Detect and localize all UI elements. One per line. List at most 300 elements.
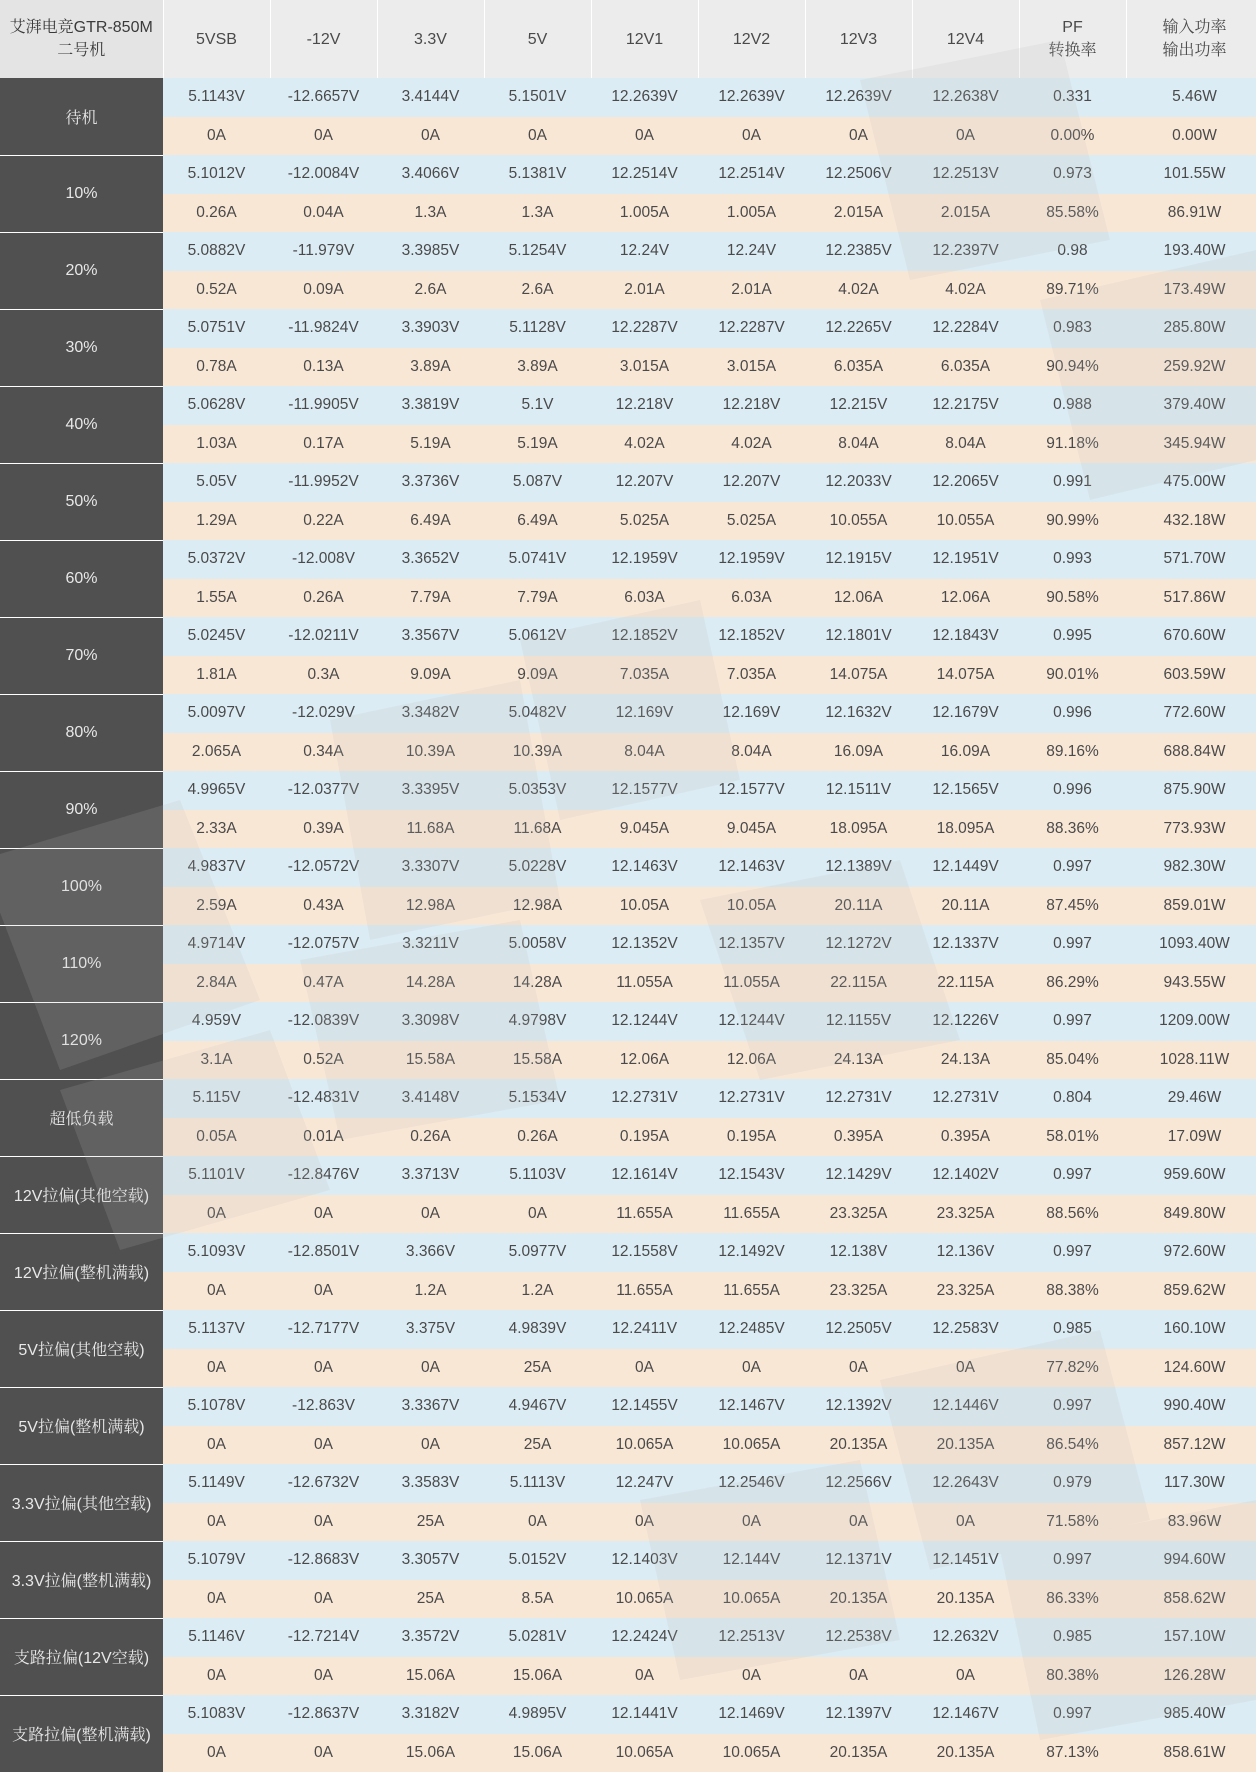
table-row [0, 1272, 1256, 1311]
voltage-cell: -12.0377V [270, 771, 377, 810]
voltage-cell: 12.1511V [805, 771, 912, 810]
table-row [0, 810, 1256, 849]
voltage-cell: 12.1244V [698, 1002, 805, 1041]
voltage-cell: 5.087V [484, 463, 591, 502]
table-row [0, 1580, 1256, 1619]
current-cell: 6.49A [377, 502, 484, 541]
current-cell: 0A [270, 1349, 377, 1388]
current-cell: 90.94% [1019, 348, 1126, 387]
column-header: 3.3V [377, 0, 484, 78]
current-cell: 87.13% [1019, 1734, 1126, 1773]
voltage-cell: 3.3903V [377, 309, 484, 348]
current-cell: 126.28W [1126, 1657, 1256, 1696]
voltage-cell: 12.1852V [591, 617, 698, 656]
current-cell: 0.00% [1019, 117, 1126, 156]
voltage-cell: 3.3583V [377, 1464, 484, 1503]
voltage-cell: 12.1352V [591, 925, 698, 964]
current-cell: 0A [805, 1503, 912, 1542]
current-cell: 0.05A [163, 1118, 270, 1157]
voltage-cell: 0.988 [1019, 386, 1126, 425]
voltage-cell: 12.24V [698, 232, 805, 271]
voltage-cell: 12.144V [698, 1541, 805, 1580]
current-cell: 11.68A [377, 810, 484, 849]
current-cell: 0A [163, 1580, 270, 1619]
voltage-cell: 12.1558V [591, 1233, 698, 1272]
voltage-cell: 3.3307V [377, 848, 484, 887]
voltage-cell: 12.1852V [698, 617, 805, 656]
voltage-cell: -12.863V [270, 1387, 377, 1426]
voltage-cell: -12.0084V [270, 155, 377, 194]
voltage-cell: 12.1449V [912, 848, 1019, 887]
current-cell: 5.025A [698, 502, 805, 541]
current-cell: 7.035A [591, 656, 698, 695]
current-cell: 15.06A [484, 1734, 591, 1773]
current-cell: 11.055A [698, 964, 805, 1003]
voltage-cell: 5.0612V [484, 617, 591, 656]
current-cell: 0A [270, 1426, 377, 1465]
current-cell: 15.58A [484, 1041, 591, 1080]
voltage-cell: 5.1093V [163, 1233, 270, 1272]
row-label: 支路拉偏(整机满载) [0, 1695, 163, 1772]
current-cell: 88.36% [1019, 810, 1126, 849]
current-cell: 23.325A [912, 1272, 1019, 1311]
voltage-cell: 12.1843V [912, 617, 1019, 656]
voltage-cell: 3.3182V [377, 1695, 484, 1734]
current-cell: 0.395A [805, 1118, 912, 1157]
current-cell: 7.79A [377, 579, 484, 618]
table-row [0, 1079, 1256, 1118]
column-header-line: 输出功率 [1162, 42, 1227, 59]
table-row [0, 579, 1256, 618]
current-cell: 10.39A [484, 733, 591, 772]
voltage-cell: 12.2411V [591, 1310, 698, 1349]
current-cell: 8.04A [698, 733, 805, 772]
current-cell: 0.26A [377, 1118, 484, 1157]
voltage-cell: 3.3652V [377, 540, 484, 579]
current-cell: 773.93W [1126, 810, 1256, 849]
current-cell: 22.115A [912, 964, 1019, 1003]
voltage-cell: 4.9714V [163, 925, 270, 964]
table-row [0, 1002, 1256, 1041]
current-cell: 0A [163, 1426, 270, 1465]
current-cell: 4.02A [591, 425, 698, 464]
voltage-cell: 5.1101V [163, 1156, 270, 1195]
table-row [0, 232, 1256, 271]
voltage-cell: 12.1614V [591, 1156, 698, 1195]
current-cell: 88.56% [1019, 1195, 1126, 1234]
table-row [0, 1310, 1256, 1349]
voltage-cell: 3.3367V [377, 1387, 484, 1426]
voltage-cell: 3.3211V [377, 925, 484, 964]
current-cell: 14.28A [377, 964, 484, 1003]
voltage-cell: -12.7177V [270, 1310, 377, 1349]
current-cell: 0A [270, 1657, 377, 1696]
table-row [0, 617, 1256, 656]
voltage-cell: 4.9895V [484, 1695, 591, 1734]
voltage-cell: 3.3985V [377, 232, 484, 271]
voltage-cell: 12.24V [591, 232, 698, 271]
voltage-cell: 5.1113V [484, 1464, 591, 1503]
voltage-cell: 117.30W [1126, 1464, 1256, 1503]
voltage-cell: 12.1543V [698, 1156, 805, 1195]
voltage-cell: 994.60W [1126, 1541, 1256, 1580]
current-cell: 0A [591, 1349, 698, 1388]
current-cell: 5.025A [591, 502, 698, 541]
voltage-cell: 4.9839V [484, 1310, 591, 1349]
current-cell: 2.6A [377, 271, 484, 310]
current-cell: 25A [484, 1426, 591, 1465]
current-cell: 77.82% [1019, 1349, 1126, 1388]
current-cell: 688.84W [1126, 733, 1256, 772]
current-cell: 1.55A [163, 579, 270, 618]
current-cell: 859.01W [1126, 887, 1256, 926]
current-cell: 23.325A [805, 1272, 912, 1311]
voltage-cell: 12.2566V [805, 1464, 912, 1503]
current-cell: 11.68A [484, 810, 591, 849]
row-label: 40% [0, 386, 163, 463]
current-cell: 10.065A [591, 1426, 698, 1465]
current-cell: 1.29A [163, 502, 270, 541]
voltage-cell: 12.1915V [805, 540, 912, 579]
current-cell: 0A [591, 117, 698, 156]
voltage-cell: 12.2514V [698, 155, 805, 194]
voltage-cell: 0.997 [1019, 1002, 1126, 1041]
voltage-cell: 4.9837V [163, 848, 270, 887]
current-cell: 2.015A [805, 194, 912, 233]
current-cell: 18.095A [912, 810, 1019, 849]
table-row [0, 425, 1256, 464]
voltage-cell: 972.60W [1126, 1233, 1256, 1272]
table-row [0, 194, 1256, 233]
voltage-cell: 12.2505V [805, 1310, 912, 1349]
voltage-cell: -12.7214V [270, 1618, 377, 1657]
current-cell: 0A [591, 1657, 698, 1696]
current-cell: 6.49A [484, 502, 591, 541]
table-row [0, 540, 1256, 579]
current-cell: 0.34A [270, 733, 377, 772]
current-cell: 23.325A [912, 1195, 1019, 1234]
voltage-cell: 3.366V [377, 1233, 484, 1272]
current-cell: 20.135A [805, 1580, 912, 1619]
current-cell: 9.09A [377, 656, 484, 695]
current-cell: 1.2A [377, 1272, 484, 1311]
corner-header [0, 0, 163, 78]
voltage-cell: 0.997 [1019, 1695, 1126, 1734]
voltage-cell: 12.1577V [698, 771, 805, 810]
current-cell: 86.54% [1019, 1426, 1126, 1465]
row-label: 50% [0, 463, 163, 540]
voltage-cell: 5.115V [163, 1079, 270, 1118]
current-cell: 88.38% [1019, 1272, 1126, 1311]
current-cell: 0A [163, 1272, 270, 1311]
current-cell: 11.655A [698, 1272, 805, 1311]
current-cell: 85.58% [1019, 194, 1126, 233]
voltage-cell: 3.3098V [377, 1002, 484, 1041]
current-cell: 25A [377, 1580, 484, 1619]
voltage-cell: 12.2639V [698, 78, 805, 117]
current-cell: 0A [163, 1734, 270, 1773]
voltage-cell: 5.0245V [163, 617, 270, 656]
current-cell: 943.55W [1126, 964, 1256, 1003]
current-cell: 603.59W [1126, 656, 1256, 695]
table-row [0, 1156, 1256, 1195]
current-cell: 86.33% [1019, 1580, 1126, 1619]
row-label: 10% [0, 155, 163, 232]
current-cell: 4.02A [698, 425, 805, 464]
voltage-cell: 12.2632V [912, 1618, 1019, 1657]
voltage-cell: 3.3395V [377, 771, 484, 810]
table-row [0, 1426, 1256, 1465]
voltage-cell: 12.1451V [912, 1541, 1019, 1580]
voltage-cell: 12.2506V [805, 155, 912, 194]
row-label: 80% [0, 694, 163, 771]
voltage-cell: 0.997 [1019, 1156, 1126, 1195]
voltage-cell: 3.4066V [377, 155, 484, 194]
voltage-cell: 12.1244V [591, 1002, 698, 1041]
row-label: 60% [0, 540, 163, 617]
current-cell: 9.09A [484, 656, 591, 695]
current-cell: 15.06A [484, 1657, 591, 1696]
voltage-cell: 3.4144V [377, 78, 484, 117]
voltage-cell: 5.1083V [163, 1695, 270, 1734]
voltage-cell: 5.1103V [484, 1156, 591, 1195]
voltage-cell: 5.1143V [163, 78, 270, 117]
current-cell: 1.005A [698, 194, 805, 233]
current-cell: 1.005A [591, 194, 698, 233]
current-cell: 0A [912, 1657, 1019, 1696]
voltage-cell: 3.3482V [377, 694, 484, 733]
voltage-cell: 5.1534V [484, 1079, 591, 1118]
current-cell: 1.3A [377, 194, 484, 233]
current-cell: 6.035A [912, 348, 1019, 387]
column-header: 5VSB [163, 0, 270, 78]
voltage-cell: 285.80W [1126, 309, 1256, 348]
voltage-cell: -12.8637V [270, 1695, 377, 1734]
voltage-cell: 12.1389V [805, 848, 912, 887]
current-cell: 0.01A [270, 1118, 377, 1157]
current-cell: 90.01% [1019, 656, 1126, 695]
current-cell: 12.98A [484, 887, 591, 926]
voltage-cell: 12.1632V [805, 694, 912, 733]
voltage-cell: 12.1463V [591, 848, 698, 887]
voltage-cell: 12.207V [591, 463, 698, 502]
current-cell: 10.05A [698, 887, 805, 926]
voltage-cell: 12.1337V [912, 925, 1019, 964]
voltage-cell: 12.2284V [912, 309, 1019, 348]
voltage-cell: 12.1577V [591, 771, 698, 810]
current-cell: 86.29% [1019, 964, 1126, 1003]
voltage-cell: -12.8501V [270, 1233, 377, 1272]
current-cell: 7.035A [698, 656, 805, 695]
column-header: 12V4 [912, 0, 1019, 78]
voltage-cell: 4.9467V [484, 1387, 591, 1426]
voltage-cell: 5.0097V [163, 694, 270, 733]
current-cell: 25A [377, 1503, 484, 1542]
current-cell: 11.655A [591, 1272, 698, 1311]
current-cell: 0.13A [270, 348, 377, 387]
current-cell: 16.09A [912, 733, 1019, 772]
voltage-cell: 0.985 [1019, 1618, 1126, 1657]
table-row [0, 964, 1256, 1003]
current-cell: 3.89A [484, 348, 591, 387]
current-cell: 8.04A [805, 425, 912, 464]
voltage-cell: 0.997 [1019, 1233, 1126, 1272]
current-cell: 2.01A [591, 271, 698, 310]
current-cell: 1.81A [163, 656, 270, 695]
voltage-cell: 0.996 [1019, 694, 1126, 733]
voltage-cell: 12.1446V [912, 1387, 1019, 1426]
voltage-cell: 5.0482V [484, 694, 591, 733]
voltage-cell: 0.983 [1019, 309, 1126, 348]
row-label: 20% [0, 232, 163, 309]
current-cell: 0.00W [1126, 117, 1256, 156]
voltage-cell: 5.0741V [484, 540, 591, 579]
current-cell: 0A [270, 1503, 377, 1542]
current-cell: 6.03A [591, 579, 698, 618]
voltage-cell: 4.9965V [163, 771, 270, 810]
voltage-cell: 12.2731V [912, 1079, 1019, 1118]
voltage-cell: 5.1501V [484, 78, 591, 117]
current-cell: 0A [377, 1195, 484, 1234]
voltage-cell: 3.3736V [377, 463, 484, 502]
table-row [0, 733, 1256, 772]
table-row [0, 848, 1256, 887]
current-cell: 11.655A [591, 1195, 698, 1234]
voltage-cell: 379.40W [1126, 386, 1256, 425]
voltage-cell: 193.40W [1126, 232, 1256, 271]
table-row [0, 463, 1256, 502]
current-cell: 86.91W [1126, 194, 1256, 233]
voltage-cell: 5.0372V [163, 540, 270, 579]
current-cell: 0.39A [270, 810, 377, 849]
column-header-line: 输入功率 [1162, 19, 1227, 36]
voltage-cell: 982.30W [1126, 848, 1256, 887]
current-cell: 2.84A [163, 964, 270, 1003]
table-row [0, 502, 1256, 541]
current-cell: 20.11A [912, 887, 1019, 926]
table-row [0, 155, 1256, 194]
voltage-cell: 5.0152V [484, 1541, 591, 1580]
table-row [0, 1233, 1256, 1272]
current-cell: 20.11A [805, 887, 912, 926]
voltage-cell: 5.1149V [163, 1464, 270, 1503]
row-label: 超低负载 [0, 1079, 163, 1156]
current-cell: 0A [270, 1580, 377, 1619]
voltage-cell: 0.993 [1019, 540, 1126, 579]
voltage-cell: 12.1801V [805, 617, 912, 656]
current-cell: 24.13A [805, 1041, 912, 1080]
current-cell: 10.065A [698, 1734, 805, 1773]
current-cell: 0A [270, 117, 377, 156]
current-cell: 0A [912, 1503, 1019, 1542]
voltage-cell: 0.997 [1019, 848, 1126, 887]
current-cell: 2.01A [698, 271, 805, 310]
current-cell: 0.78A [163, 348, 270, 387]
voltage-cell: -11.9952V [270, 463, 377, 502]
current-cell: 2.015A [912, 194, 1019, 233]
voltage-cell: 12.215V [805, 386, 912, 425]
current-cell: 517.86W [1126, 579, 1256, 618]
voltage-cell: -11.9905V [270, 386, 377, 425]
current-cell: 0.195A [591, 1118, 698, 1157]
voltage-cell: 29.46W [1126, 1079, 1256, 1118]
current-cell: 6.03A [698, 579, 805, 618]
current-cell: 0A [163, 1657, 270, 1696]
voltage-cell: 3.3713V [377, 1156, 484, 1195]
current-cell: 7.79A [484, 579, 591, 618]
row-label: 支路拉偏(12V空载) [0, 1618, 163, 1695]
current-cell: 10.39A [377, 733, 484, 772]
voltage-cell: 12.1492V [698, 1233, 805, 1272]
corner-line: 艾湃电竞GTR-850M [9, 19, 153, 36]
current-cell: 0.26A [163, 194, 270, 233]
voltage-cell: -12.008V [270, 540, 377, 579]
voltage-cell: 12.207V [698, 463, 805, 502]
voltage-cell: -12.0211V [270, 617, 377, 656]
voltage-cell: 0.997 [1019, 925, 1126, 964]
voltage-cell: 0.973 [1019, 155, 1126, 194]
current-cell: 89.16% [1019, 733, 1126, 772]
current-cell: 85.04% [1019, 1041, 1126, 1080]
voltage-cell: -12.6732V [270, 1464, 377, 1503]
voltage-cell: 12.2546V [698, 1464, 805, 1503]
voltage-cell: 12.1467V [912, 1695, 1019, 1734]
voltage-cell: 5.1V [484, 386, 591, 425]
current-cell: 2.065A [163, 733, 270, 772]
current-cell: 25A [484, 1349, 591, 1388]
voltage-cell: 12.247V [591, 1464, 698, 1503]
current-cell: 14.075A [912, 656, 1019, 695]
current-cell: 0.395A [912, 1118, 1019, 1157]
voltage-cell: -12.8683V [270, 1541, 377, 1580]
voltage-cell: 12.2385V [805, 232, 912, 271]
current-cell: 91.18% [1019, 425, 1126, 464]
table-row [0, 117, 1256, 156]
voltage-cell: -12.6657V [270, 78, 377, 117]
current-cell: 0.04A [270, 194, 377, 233]
current-cell: 345.94W [1126, 425, 1256, 464]
current-cell: 0A [377, 1426, 484, 1465]
voltage-cell: 12.2731V [698, 1079, 805, 1118]
voltage-cell: -12.0839V [270, 1002, 377, 1041]
voltage-cell: 12.1357V [698, 925, 805, 964]
corner-line: 二号机 [57, 42, 106, 59]
row-label: 70% [0, 617, 163, 694]
current-cell: 0A [270, 1195, 377, 1234]
row-label: 待机 [0, 78, 163, 155]
current-cell: 0.47A [270, 964, 377, 1003]
voltage-cell: 12.2265V [805, 309, 912, 348]
current-cell: 71.58% [1019, 1503, 1126, 1542]
current-cell: 0.195A [698, 1118, 805, 1157]
voltage-cell: 5.0353V [484, 771, 591, 810]
row-label: 110% [0, 925, 163, 1002]
current-cell: 0A [912, 1349, 1019, 1388]
table-row [0, 386, 1256, 425]
voltage-cell: 12.2513V [698, 1618, 805, 1657]
current-cell: 89.71% [1019, 271, 1126, 310]
current-cell: 8.04A [912, 425, 1019, 464]
current-cell: 0A [805, 1349, 912, 1388]
voltage-cell: 12.1371V [805, 1541, 912, 1580]
current-cell: 857.12W [1126, 1426, 1256, 1465]
current-cell: 5.19A [377, 425, 484, 464]
row-label: 3.3V拉偏(其他空载) [0, 1464, 163, 1541]
current-cell: 10.065A [698, 1426, 805, 1465]
voltage-cell: 12.1272V [805, 925, 912, 964]
current-cell: 9.045A [591, 810, 698, 849]
current-cell: 858.62W [1126, 1580, 1256, 1619]
